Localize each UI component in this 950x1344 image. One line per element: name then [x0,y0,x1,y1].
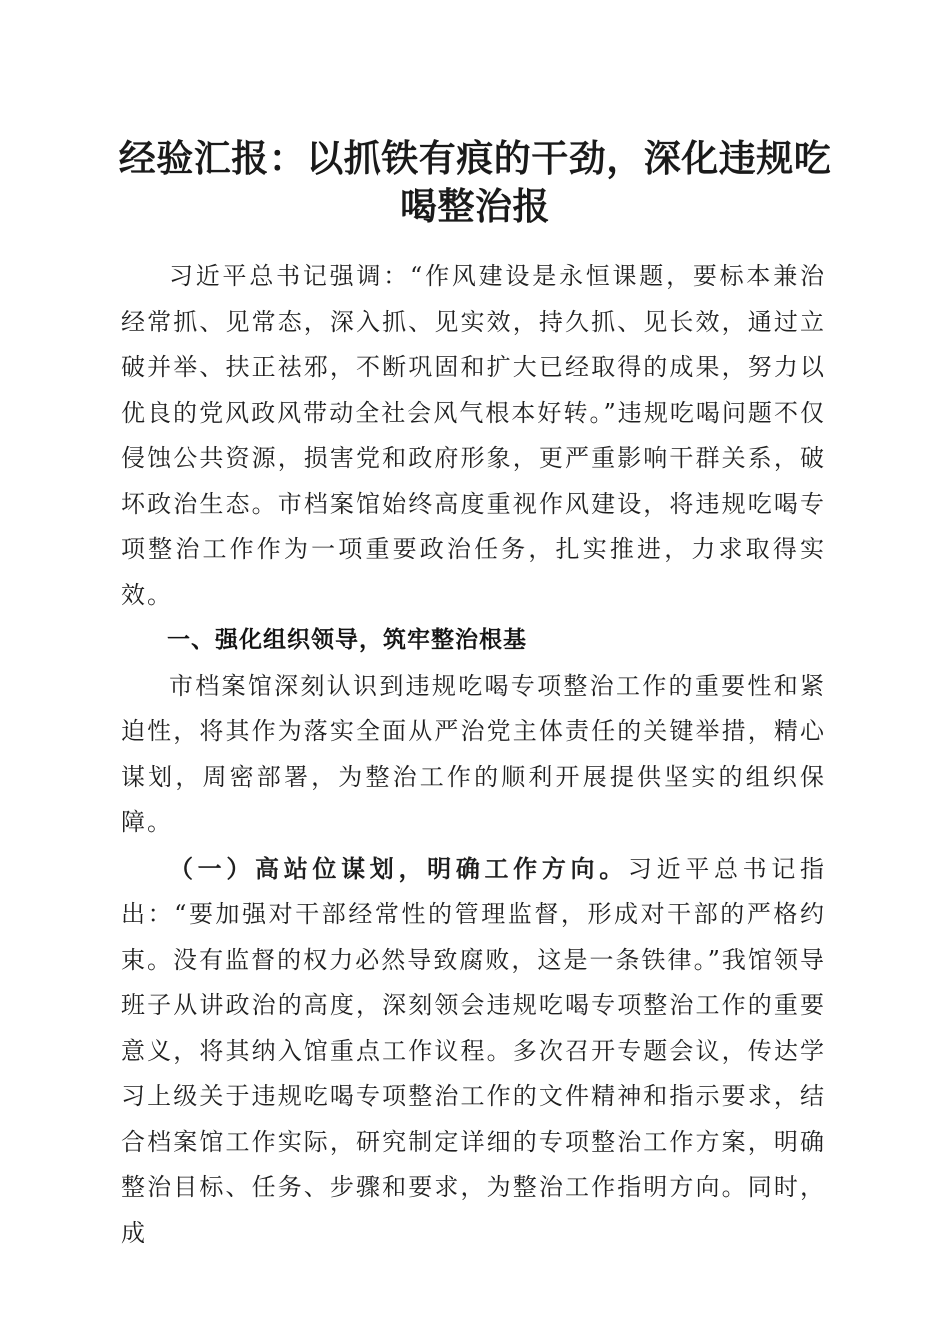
subsection-1-text: 习近平总书记指出：“要加强对干部经常性的管理监督，形成对干部的严格约束。没有监督的权力必然导致腐败，这是一条铁律。”我馆领导班子从讲政治的高度，深刻领会违规吃喝专项整治工作的重要意义，将其纳入馆重点工作议程。多次召开专题会议，传达学习上级关于违规吃喝专项整治工作的文件精神和指示要求，结合档案馆工作实际，研究制定详细的专项整治工作方案，明确整治目标、任务、步骤和要求，为整治工作指明方向。同时，成 [121,854,827,1247]
section-heading-1: 一、强化组织领导，筑牢整治根基 [167,627,527,653]
subsection-1-lead: （一）高站位谋划，明确工作方向。 [169,853,628,883]
intro-paragraph: 习近平总书记强调：“作风建设是永恒课题，要标本兼治经常抓、见常态，深入抓、见实效，持久抓、见长效，通过立破并举、扶正祛邪，不断巩固和扩大已经取得的成果，努力以优良的党风政风带动全社会风气根本好转。”违规吃喝问题不仅侵蚀公共资源，损害党和政府形象，更严重影响干群关系，破坏政治生态。市档案馆始终高度重视作风建设，将违规吃喝专项整治工作作为一项重要政治任务，扎实推进，力求取得实效。 [121,262,826,609]
section-1-intro-paragraph: 市档案馆深刻认识到违规吃喝专项整治工作的重要性和紧迫性，将其作为落实全面从严治党主体责任的关键举措，精心谋划，周密部署，为整治工作的顺利开展提供坚实的组织保障。 [121,671,826,836]
document-body [121,254,826,1256]
document-title: 经验汇报：以抓铁有痕的干劲，深化违规吃喝整治报 [118,136,832,228]
subsection-1-paragraph [121,846,826,1257]
